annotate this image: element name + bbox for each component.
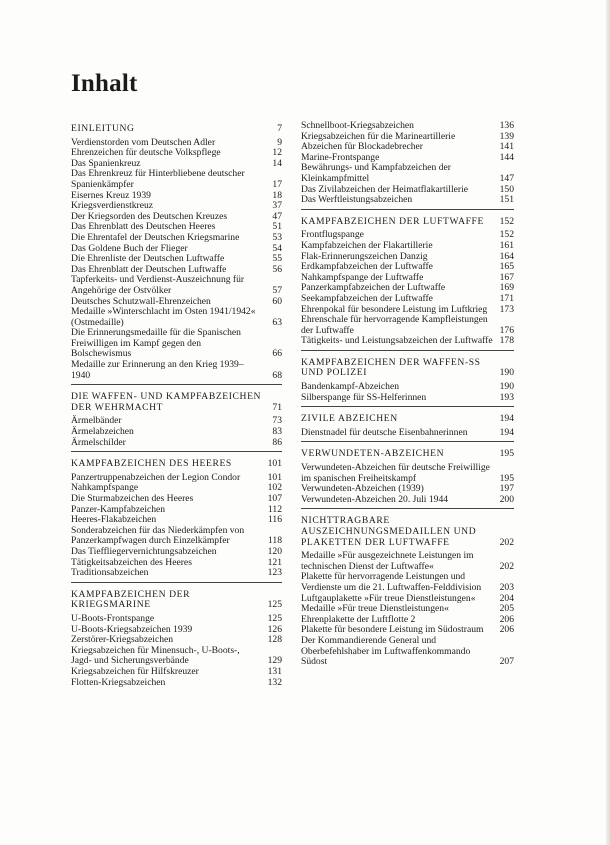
entry-title: Panzerkampfabzeichen der Luftwaffe xyxy=(301,282,446,294)
entry-page-number: 9 xyxy=(277,136,282,148)
entry-page-number: 73 xyxy=(272,415,282,427)
entry-title: Bewährungs- und Kampfabzeichen der Kleinkampfmittel xyxy=(301,162,451,184)
toc-entry xyxy=(71,169,282,190)
toc-section-heading xyxy=(301,414,514,425)
toc-right-column xyxy=(301,121,514,668)
entry-title: Der Kommandierende General und Oberbefehlshaber im Luftwaffenkommando Südost xyxy=(301,634,471,668)
toc-entry xyxy=(301,393,514,404)
entry-title: Flak-Erinnerungszeichen Danzig xyxy=(301,250,428,262)
toc-entry xyxy=(71,568,282,579)
entry-page-number: 165 xyxy=(499,261,514,273)
section-heading-text: ZIVILE ABZEICHEN xyxy=(301,413,398,425)
entry-title: Die Erinnerungsmedaille für die Spanischen Freiwilligen im Kampf gegen den Bolschewismus xyxy=(71,327,241,360)
entry-page-number: 136 xyxy=(499,120,514,131)
entry-page-number: 206 xyxy=(499,613,514,625)
entry-page-number: 17 xyxy=(272,178,282,190)
toc-entry xyxy=(71,614,282,625)
entry-title: Verdienstorden vom Deutschen Adler xyxy=(71,136,216,148)
section-page-number: 101 xyxy=(267,458,282,470)
entry-title: Kriegsverdienstkreuz xyxy=(71,200,154,212)
toc-entry xyxy=(71,646,282,667)
entry-title: Verwundeten-Abzeichen 20. Juli 1944 xyxy=(301,493,449,505)
entry-title: Plakette für besondere Leistung im Südostraum xyxy=(301,624,484,636)
entry-page-number: 202 xyxy=(499,560,514,572)
page-edge xyxy=(606,0,610,845)
entry-title: Kriegsabzeichen für Minensuch-, U-Boots-, Jagd- und Sicherungsverbände xyxy=(71,644,240,667)
toc-entry xyxy=(71,667,282,678)
section-page-number: 7 xyxy=(277,123,282,134)
toc-entry xyxy=(301,195,514,206)
section-page-number: 125 xyxy=(267,599,282,611)
toc-entry xyxy=(301,495,514,506)
toc-section-heading xyxy=(71,392,282,413)
section-page-number: 152 xyxy=(499,215,514,227)
toc-entry xyxy=(301,315,514,336)
entry-page-number: 169 xyxy=(499,282,514,294)
toc-entry xyxy=(71,275,282,296)
toc-section-heading xyxy=(71,590,282,611)
entry-title: Tapferkeits- und Verdienst-Auszeichnung für Angehörige der Ostvölker xyxy=(71,274,245,296)
entry-page-number: 144 xyxy=(499,151,514,163)
entry-title: Plakette für hervorragende Leistungen und Verdienste um die 21. Luftwaffen-Felddivision xyxy=(301,571,482,593)
entry-page-number: 37 xyxy=(272,200,282,212)
entry-page-number: 204 xyxy=(499,592,514,604)
entry-page-number: 56 xyxy=(272,263,282,275)
toc-section-heading xyxy=(301,449,514,460)
section-heading-text: DIE WAFFEN- UND KAMPFABZEICHEN DER WEHRMACHT xyxy=(71,391,262,413)
entry-page-number: 51 xyxy=(272,221,282,233)
section-divider xyxy=(301,441,514,442)
toc-entry xyxy=(301,163,514,184)
entry-page-number: 129 xyxy=(267,655,282,667)
toc-entry xyxy=(71,360,282,381)
entry-page-number: 178 xyxy=(499,335,514,347)
section-page-number: 190 xyxy=(499,367,514,379)
entry-title: Ehrenplakette der Luftflotte 2 xyxy=(301,613,416,625)
entry-title: Kampfabzeichen der Flakartillerie xyxy=(301,239,433,251)
entry-page-number: 200 xyxy=(499,493,514,505)
entry-title: Tätigkeits- und Leistungsabzeichen der Luftwaffe xyxy=(301,335,493,347)
toc-entry xyxy=(301,636,514,668)
entry-title: Ärmelbänder xyxy=(71,415,122,427)
entry-title: Bandenkampf-Abzeichen xyxy=(301,381,400,393)
entry-page-number: 150 xyxy=(499,183,514,195)
entry-page-number: 141 xyxy=(499,141,514,153)
entry-title: Medaille zur Erinnerung an den Krieg 1939–1940 xyxy=(71,359,244,381)
entry-title: Seekampfabzeichen der Luftwaffe xyxy=(301,292,433,304)
toc-entry xyxy=(71,438,282,449)
entry-page-number: 131 xyxy=(267,665,282,677)
toc-entry xyxy=(301,241,514,252)
entry-title: Das Zivilabzeichen der Heimatflakartillerie xyxy=(301,183,469,195)
section-heading-text: KAMPFABZEICHEN DES HEERES xyxy=(71,458,232,470)
entry-title: Marine-Frontspange xyxy=(301,151,380,163)
section-heading-text: VERWUNDETEN-ABZEICHEN xyxy=(301,448,445,460)
entry-page-number: 120 xyxy=(267,545,282,557)
section-divider xyxy=(301,350,514,351)
entry-page-number: 118 xyxy=(267,535,282,547)
entry-page-number: 206 xyxy=(499,624,514,636)
toc-entry xyxy=(71,494,282,505)
entry-title: Medaille »Winterschlacht im Osten 1941/1942« (Ostmedaille) xyxy=(71,306,256,328)
entry-page-number: 151 xyxy=(499,194,514,206)
entry-page-number: 207 xyxy=(499,656,514,668)
entry-title: Medaille »Für treue Dienstleistungen« xyxy=(301,603,449,615)
entry-page-number: 125 xyxy=(267,612,282,624)
toc-entry xyxy=(71,233,282,244)
section-divider xyxy=(71,582,282,583)
entry-title: Schnellboot-Kriegsabzeichen xyxy=(301,120,414,131)
entry-title: Eisernes Kreuz 1939 xyxy=(71,189,151,201)
entry-title: U-Boots-Kriegsabzeichen 1939 xyxy=(71,623,193,635)
entry-page-number: 47 xyxy=(272,210,282,222)
entry-title: Die Ehrentafel der Deutschen Kriegsmarine xyxy=(71,231,240,243)
entry-page-number: 101 xyxy=(267,471,282,483)
entry-title: Silberspange für SS-Helferinnen xyxy=(301,391,427,403)
toc-section-heading xyxy=(71,124,282,135)
entry-title: Nahkampfspange der Luftwaffe xyxy=(301,271,424,283)
entry-page-number: 60 xyxy=(272,295,282,307)
entry-title: Das Ehrenblatt der Deutschen Luftwaffe xyxy=(71,263,227,275)
entry-page-number: 126 xyxy=(267,623,282,635)
toc-entry xyxy=(71,328,282,360)
section-page-number: 202 xyxy=(499,536,514,548)
entry-page-number: 171 xyxy=(499,292,514,304)
toc-entry xyxy=(71,678,282,689)
toc-entry xyxy=(71,307,282,328)
entry-title: Dienstnadel für deutsche Eisenbahnerinnen xyxy=(301,426,468,438)
entry-title: Das Tieffliegervernichtungsabzeichen xyxy=(71,545,217,557)
toc-entry xyxy=(71,526,282,547)
entry-title: Ehrenzeichen für deutsche Volkspflege xyxy=(71,147,221,159)
toc-left-column xyxy=(71,121,282,688)
toc-entry xyxy=(301,428,514,439)
entry-title: Ärmelabzeichen xyxy=(71,426,134,438)
entry-page-number: 139 xyxy=(499,130,514,142)
entry-page-number: 173 xyxy=(499,303,514,315)
entry-page-number: 176 xyxy=(499,324,514,336)
entry-title: Nahkampfspange xyxy=(71,482,139,494)
entry-page-number: 63 xyxy=(272,316,282,328)
entry-page-number: 190 xyxy=(499,381,514,393)
entry-page-number: 205 xyxy=(499,603,514,615)
entry-page-number: 54 xyxy=(272,242,282,254)
section-page-number: 71 xyxy=(272,401,282,413)
entry-title: Panzertruppenabzeichen der Legion Condor xyxy=(71,471,241,483)
toc-section-heading xyxy=(301,358,514,379)
entry-title: Der Kriegsorden des Deutschen Kreuzes xyxy=(71,210,228,222)
entry-title: Panzer-Kampfabzeichen xyxy=(71,503,166,515)
entry-title: Frontflugspange xyxy=(301,229,364,241)
entry-title: Die Ehrenliste der Deutschen Luftwaffe xyxy=(71,253,225,265)
toc-entry xyxy=(301,121,514,132)
section-divider xyxy=(71,384,282,385)
entry-title: Das Werftleistungsabzeichen xyxy=(301,194,413,206)
toc-section-heading xyxy=(301,217,514,228)
entry-title: Traditionsabzeichen xyxy=(71,567,149,579)
toc-entry xyxy=(71,547,282,558)
toc-section-heading xyxy=(301,516,514,548)
section-heading-text: KAMPFABZEICHEN DER KRIEGSMARINE xyxy=(71,588,191,611)
entry-page-number: 195 xyxy=(499,472,514,484)
entry-title: Abzeichen für Blockadebrecher xyxy=(301,141,423,153)
section-heading-text: KAMPFABZEICHEN DER WAFFEN-SS UND POLIZEI xyxy=(301,356,481,379)
entry-title: Luftgauplakette »Für treue Dienstleistungen« xyxy=(301,592,476,604)
entry-title: Flotten-Kriegsabzeichen xyxy=(71,676,166,688)
entry-title: Die Sturmabzeichen des Heeres xyxy=(71,493,194,504)
entry-page-number: 14 xyxy=(272,157,282,169)
section-heading-text: EINLEITUNG xyxy=(71,123,135,134)
entry-page-number: 116 xyxy=(267,514,282,526)
entry-title: Ärmelschilder xyxy=(71,436,126,448)
entry-page-number: 167 xyxy=(499,271,514,283)
entry-title: Ehrenpokal für besondere Leistung im Luftkrieg xyxy=(301,303,488,315)
section-divider xyxy=(301,209,514,210)
entry-page-number: 53 xyxy=(272,231,282,243)
entry-title: Erdkampfabzeichen der Luftwaffe xyxy=(301,261,433,273)
entry-page-number: 161 xyxy=(499,239,514,251)
entry-title: Ehrenschale für hervorragende Kampfleistungen der Luftwaffe xyxy=(301,314,488,336)
entry-title: Das Spanienkreuz xyxy=(71,157,141,169)
toc-entry xyxy=(301,572,514,593)
entry-title: Verwundeten-Abzeichen für deutsche Freiwillige im spanischen Freiheitskampf xyxy=(301,462,490,484)
toc-entry xyxy=(301,294,514,305)
entry-page-number: 68 xyxy=(272,369,282,381)
entry-title: Deutsches Schutzwall-Ehrenzeichen xyxy=(71,295,211,307)
entry-title: Sonderabzeichen für das Niederkämpfen von Panzerkampfwagen durch Einzelkämpfer xyxy=(71,524,245,547)
section-page-number: 194 xyxy=(499,413,514,425)
entry-page-number: 197 xyxy=(499,483,514,495)
entry-page-number: 55 xyxy=(272,253,282,265)
entry-page-number: 147 xyxy=(499,172,514,184)
entry-page-number: 107 xyxy=(267,493,282,504)
toc-entry xyxy=(301,463,514,484)
entry-title: Das Goldene Buch der Flieger xyxy=(71,242,188,254)
section-divider xyxy=(71,451,282,452)
entry-title: Das Ehrenblatt des Deutschen Heeres xyxy=(71,221,216,233)
section-divider xyxy=(301,406,514,407)
page-title: Inhalt xyxy=(71,70,138,97)
entry-title: Tätigkeitsabzeichen des Heeres xyxy=(71,556,192,568)
toc-section-heading xyxy=(71,459,282,470)
entry-page-number: 203 xyxy=(499,581,514,593)
entry-page-number: 152 xyxy=(499,229,514,241)
section-divider xyxy=(301,508,514,509)
entry-page-number: 121 xyxy=(267,556,282,568)
entry-page-number: 102 xyxy=(267,482,282,494)
entry-title: Kriegsabzeichen für die Marineartillerie xyxy=(301,130,456,142)
entry-page-number: 193 xyxy=(499,391,514,403)
entry-page-number: 132 xyxy=(267,676,282,688)
entry-title: Das Ehrenkreuz für Hinterbliebene deutscher Spanienkämpfer xyxy=(71,168,245,190)
entry-page-number: 83 xyxy=(272,426,282,438)
entry-title: Medaille »Für ausgezeichnete Leistungen im technischen Dienst der Luftwaffe« xyxy=(301,550,474,572)
entry-page-number: 123 xyxy=(267,567,282,579)
entry-page-number: 86 xyxy=(272,436,282,448)
entry-title: U-Boots-Frontspange xyxy=(71,612,155,624)
toc-entry xyxy=(301,551,514,572)
entry-page-number: 128 xyxy=(267,634,282,646)
entry-page-number: 164 xyxy=(499,250,514,262)
section-heading-text: NICHTTRAGBARE AUSZEICHNUNGSMEDAILLEN UND PLAKETTEN DER LUFTWAFFE xyxy=(301,515,477,548)
entry-title: Zerstörer-Kriegsabzeichen xyxy=(71,634,174,646)
entry-page-number: 18 xyxy=(272,189,282,201)
entry-title: Kriegsabzeichen für Hilfskreuzer xyxy=(71,665,199,677)
entry-page-number: 12 xyxy=(272,147,282,159)
entry-title: Verwundeten-Abzeichen (1939) xyxy=(301,483,424,495)
entry-page-number: 66 xyxy=(272,348,282,360)
entry-page-number: 194 xyxy=(499,426,514,438)
entry-page-number: 112 xyxy=(267,503,282,515)
section-heading-text: KAMPFABZEICHEN DER LUFTWAFFE xyxy=(301,215,484,227)
entry-page-number: 57 xyxy=(272,284,282,296)
entry-title: Heeres-Flakabzeichen xyxy=(71,514,157,526)
section-page-number: 195 xyxy=(499,448,514,460)
toc-entry xyxy=(301,336,514,347)
